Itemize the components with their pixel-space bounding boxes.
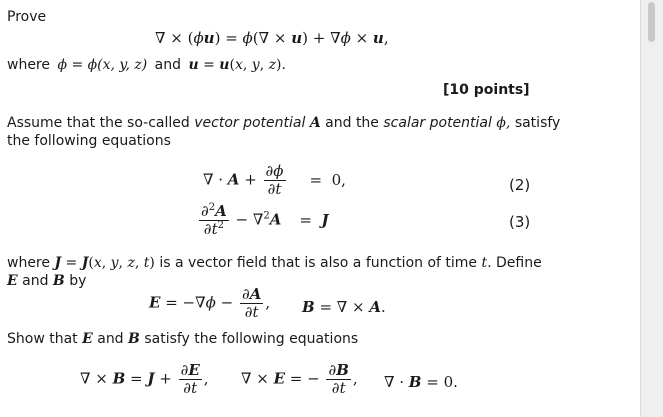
- t-symbol: t.: [481, 255, 492, 271]
- scalar-potential-term: scalar potential: [383, 115, 492, 131]
- show-text-b: satisfy the following equations: [144, 331, 359, 347]
- by-label: by: [69, 273, 87, 289]
- equation-3-number: (3): [509, 213, 531, 231]
- u-definition: u = u(x, y, z).: [188, 57, 286, 73]
- equation-3: $\frac{\partial^2A}{\partial t^2}$ − ∇$^2$A = J: [201, 202, 329, 238]
- and-label: and: [97, 331, 124, 347]
- where-J-line-2: [7, 272, 86, 290]
- where-line: [7, 56, 286, 74]
- dB-dt-fraction: $\frac{\partial B}{\partial t}$: [328, 361, 349, 397]
- faraday-equation: ∇ × E = − $\frac{\partial B}{\partial t}$ ,: [241, 361, 358, 397]
- intro-text-b: and the: [325, 115, 379, 131]
- ampere-equation: ∇ × B = J + $\frac{\partial E}{\partial t}$ ,: [80, 361, 209, 397]
- d2A-dt2-fraction: $\frac{\partial^2A}{\partial t^2}$: [201, 202, 227, 238]
- scrollbar-thumb[interactable]: [648, 2, 655, 42]
- equation-2-number: (2): [509, 176, 531, 194]
- points-label: [10 points]: [443, 82, 530, 98]
- B-symbol: B: [128, 331, 140, 347]
- show-text-a: Show that: [7, 331, 78, 347]
- B-symbol: B: [52, 273, 65, 289]
- dA-dt-fraction: $\frac{\partial A}{\partial t}$: [241, 285, 262, 321]
- phi-symbol: ϕ,: [496, 115, 511, 131]
- phi-definition: ϕ = ϕ(x, y, z): [57, 57, 148, 73]
- E-definition: E = −∇ϕ − $\frac{\partial A}{\partial t}$ ,: [149, 285, 271, 321]
- gauss-magnetism-equation: ∇ · B = 0.: [384, 373, 458, 391]
- where-J-text-a: where: [7, 255, 50, 271]
- scrollbar[interactable]: [640, 0, 663, 417]
- where-label: where: [7, 57, 50, 73]
- prove-heading: Prove: [7, 9, 47, 25]
- B-definition: B = ∇ × A.: [302, 298, 386, 316]
- and-label: and: [22, 273, 49, 289]
- E-symbol: E: [7, 273, 18, 289]
- vector-potential-term: vector potential: [194, 115, 306, 131]
- J-definition: J = J(x, y, z, t): [54, 255, 155, 271]
- intro-text-a: Assume that the so-called: [7, 115, 190, 131]
- intro-line-2: the following equations: [7, 133, 171, 149]
- dE-dt-fraction: $\frac{\partial E}{\partial t}$: [180, 361, 200, 397]
- intro-text-c: satisfy: [514, 115, 561, 131]
- where-J-line-1: [7, 254, 542, 272]
- intro-line-1: [7, 114, 560, 132]
- E-symbol: E: [82, 331, 93, 347]
- where-J-text-b: is a vector field that is also a function of time: [159, 255, 478, 271]
- show-line: [7, 330, 358, 348]
- equation-2: ∇ · A + $\frac{\partial\phi}{\partial t}$ = 0,: [203, 162, 346, 198]
- where-J-text-c: Define: [496, 255, 542, 271]
- dphi-dt-fraction: $\frac{\partial\phi}{\partial t}$: [265, 162, 284, 198]
- A-symbol: A: [309, 115, 321, 131]
- and-label: and: [154, 57, 182, 73]
- curl-identity: ∇ × (ϕu) = ϕ(∇ × u) + ∇ϕ × u,: [155, 29, 389, 47]
